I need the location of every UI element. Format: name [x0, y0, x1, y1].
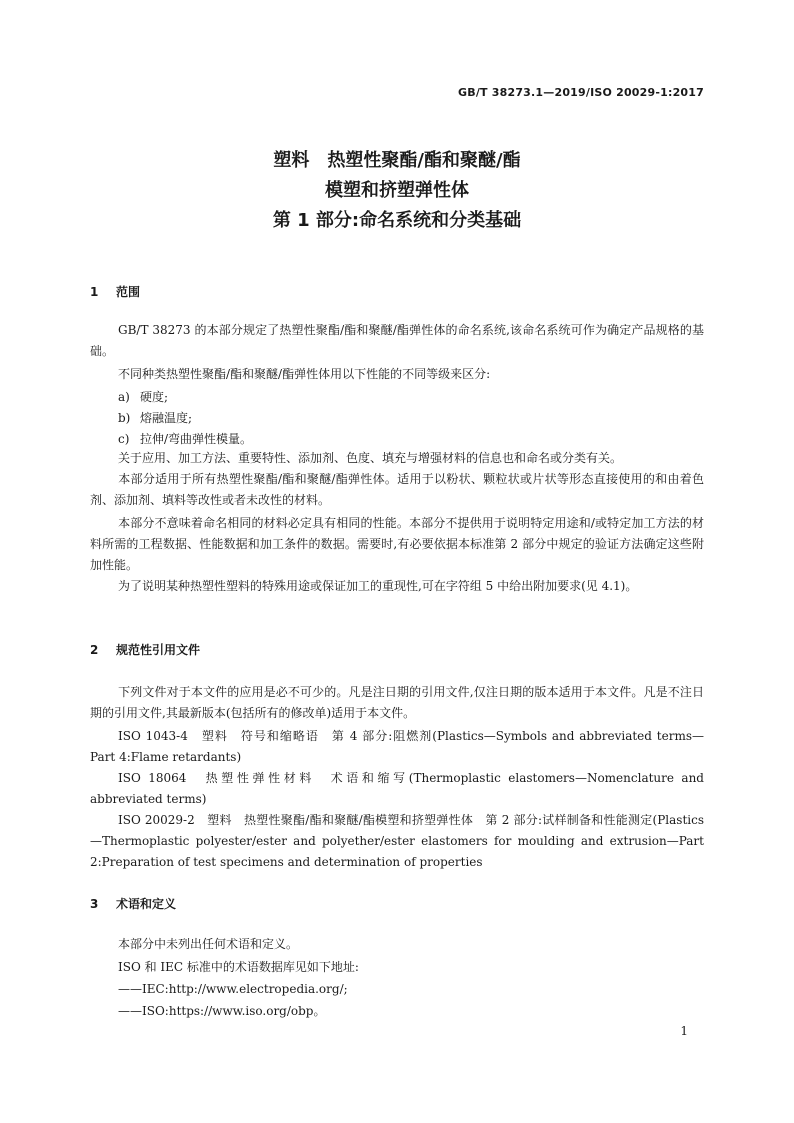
reference-entry [90, 768, 704, 810]
list-item [118, 409, 192, 426]
standard-code: GB/T 38273.1—2019/ISO 20029-1:2017 [458, 86, 704, 99]
paragraph [90, 448, 704, 469]
reference-text: ISO 18064 热塑性弹性材料 术语和缩写(Thermoplastic elastomers—Nomenclature and abbreviated terms) [90, 771, 704, 806]
paragraph [90, 320, 704, 362]
paragraph-text: ——IEC:http://www.electropedia.org/; [118, 982, 348, 996]
paragraph [90, 682, 704, 724]
page-number: 1 [680, 1024, 688, 1038]
section-number: 1 [90, 285, 99, 299]
paragraph [90, 957, 704, 978]
paragraph-text: ISO 和 IEC 标准中的术语数据库见如下地址: [118, 960, 359, 974]
paragraph-text: 不同种类热塑性聚酯/酯和聚醚/酯弹性体用以下性能的不同等级来区分: [118, 367, 491, 381]
title-line-2: 模塑和挤塑弹性体 [325, 180, 469, 201]
section-number: 2 [90, 643, 99, 657]
section-2-heading [90, 641, 200, 658]
list-marker: a) [118, 390, 130, 404]
paragraph-text: 关于应用、加工方法、重要特性、添加剂、色度、填充与增强材料的信息也和命名或分类有关。 [118, 451, 623, 465]
list-text: 熔融温度; [140, 411, 193, 425]
paragraph [90, 469, 704, 511]
section-number: 3 [90, 897, 99, 911]
paragraph-text: 本部分中未列出任何术语和定义。 [118, 937, 299, 951]
title-line-3: 第 1 部分:命名系统和分类基础 [272, 210, 522, 231]
paragraph-text: 下列文件对于本文件的应用是必不可少的。凡是注日期的引用文件,仅注日期的版本适用于本文件。凡是不注日期的引用文件,其最新版本(包括所有的修改单)适用于本文件。 [90, 685, 704, 720]
list-marker: b) [118, 411, 131, 425]
paragraph-text: GB/T 38273 的本部分规定了热塑性聚酯/酯和聚醚/酯弹性体的命名系统,该命名系统可作为确定产品规格的基础。 [90, 323, 704, 358]
reference-text: ISO 20029-2 塑料 热塑性聚酯/酯和聚醚/酯模塑和挤塑弹性体 第 2 部分:试样制备和性能测定(Plastics—Thermoplastic polyester/ester and polyether/ester elastomers for moulding and extrusion—Part 2:Preparation of test specimens and determination of properties [90, 813, 704, 869]
list-text: 硬度; [140, 390, 169, 404]
url-line-iso [90, 1001, 704, 1022]
section-title: 范围 [116, 285, 141, 299]
list-marker: c) [118, 432, 130, 446]
list-text: 拉伸/弯曲弹性模量。 [140, 432, 253, 446]
url-line-iec [90, 979, 704, 1000]
section-title: 术语和定义 [116, 897, 177, 911]
reference-entry [90, 726, 704, 768]
paragraph-text: ——ISO:https://www.iso.org/obp。 [118, 1004, 326, 1018]
paragraph-text: 本部分不意味着命名相同的材料必定具有相同的性能。本部分不提供用于说明特定用途和/或特定加工方法的材料所需的工程数据、性能数据和加工条件的数据。需要时,有必要依据本标准第 2 部分中规定的验证方法确定这些附加性能。 [90, 516, 704, 572]
reference-entry [90, 810, 704, 873]
reference-text: ISO 1043-4 塑料 符号和缩略语 第 4 部分:阻燃剂(Plastics—Symbols and abbreviated terms—Part 4:Flame retardants) [90, 729, 704, 764]
list-item [118, 388, 168, 405]
section-1-heading [90, 283, 140, 300]
section-title: 规范性引用文件 [116, 643, 201, 657]
paragraph [90, 576, 704, 597]
paragraph [90, 513, 704, 576]
document-title [0, 146, 794, 236]
title-line-1: 塑料 热塑性聚酯/酯和聚醚/酯 [273, 150, 521, 171]
paragraph-text: 本部分适用于所有热塑性聚酯/酯和聚醚/酯弹性体。适用于以粉状、颗粒状或片状等形态直接使用的和由着色剂、添加剂、填料等改性或者未改性的材料。 [90, 472, 704, 507]
paragraph-text: 为了说明某种热塑性塑料的特殊用途或保证加工的重现性,可在字符组 5 中给出附加要求(见 4.1)。 [118, 579, 638, 593]
paragraph [90, 934, 704, 955]
section-3-heading [90, 895, 176, 912]
list-item [118, 430, 252, 447]
paragraph [90, 364, 704, 385]
